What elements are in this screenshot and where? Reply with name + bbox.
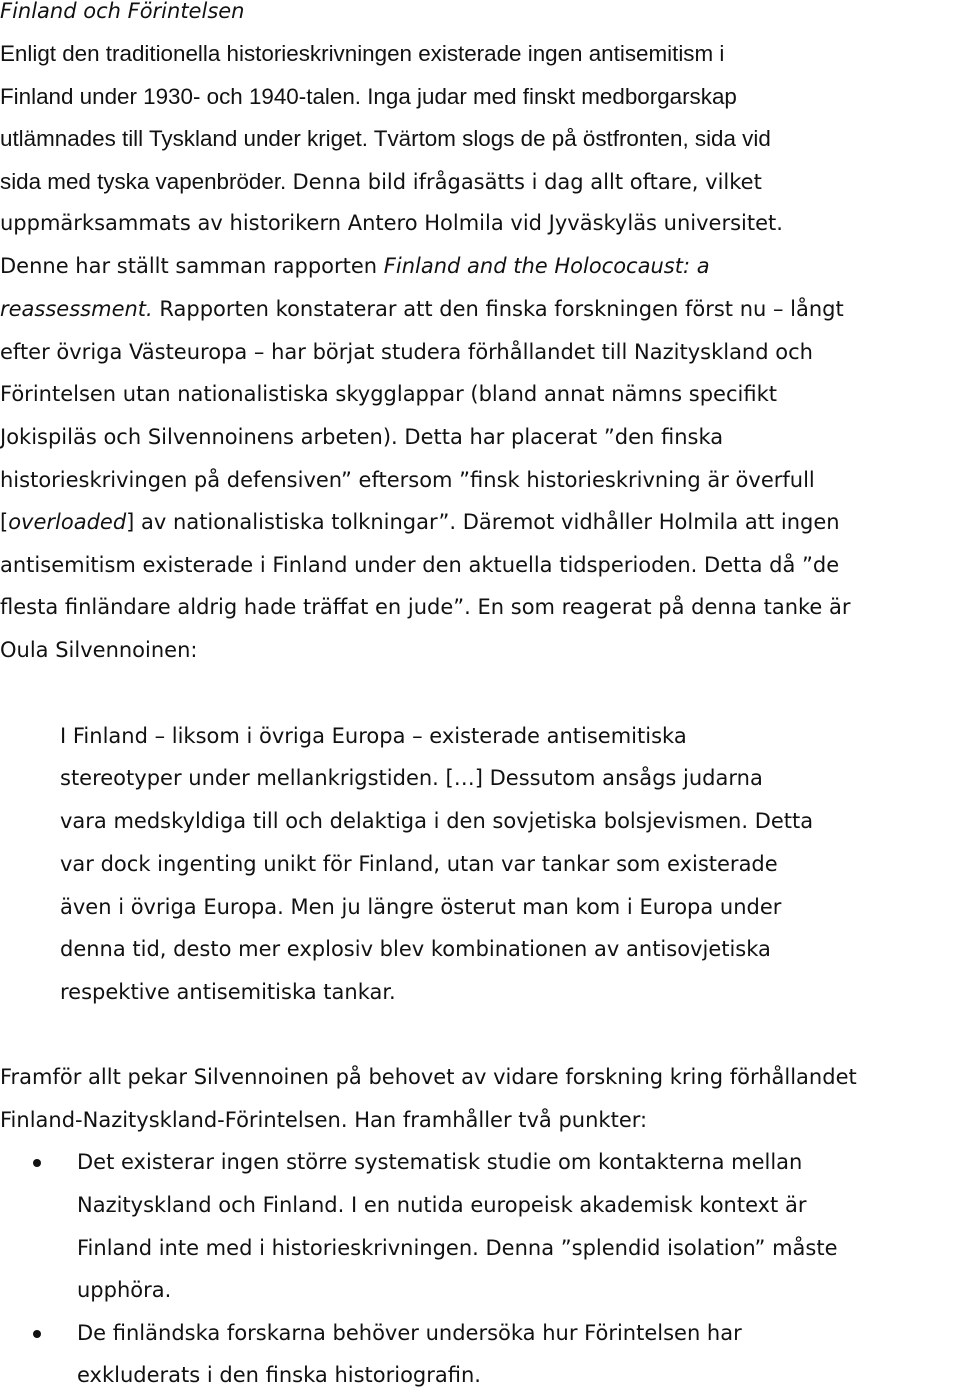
paragraph-line-part: Rapporten konstaterar att den finska forskningen först nu – långt [152, 297, 844, 321]
paragraph-line [0, 160, 762, 203]
bullet-line: Nazityskland och Finland. I en nutida europeisk akademisk kontext är [77, 1193, 807, 1217]
bullet-line: upphöra. [77, 1278, 172, 1302]
paragraph-line-part: sida med tyska vapenbröder. [0, 169, 293, 194]
paragraph-line: Enligt den traditionella historieskrivningen existerade ingen antisemitism i [0, 41, 725, 66]
document-title: Finland och Förintelsen [0, 0, 245, 23]
paragraph-line: utlämnades till Tyskland under kriget. Tvärtom slogs de på östfronten, sida vid [0, 126, 771, 151]
paragraph-line-part: [ [0, 510, 9, 534]
paragraph-line: historieskrivingen på defensiven” eftersom ”finsk historieskrivning är överfull [0, 468, 815, 492]
paragraph-line: Oula Silvennoinen: [0, 638, 198, 662]
paragraph-line: Jokispiläs och Silvennoinens arbeten). Detta har placerat ”den finska [0, 425, 724, 449]
quote-line: stereotyper under mellankrigstiden. […] Dessutom ansågs judarna [60, 766, 763, 790]
paragraph-line: Finland under 1930- och 1940-talen. Inga judar med finskt medborgarskap [0, 84, 737, 109]
bullet-icon [33, 1159, 41, 1167]
bullet-icon [33, 1330, 41, 1338]
quote-line: var dock ingenting unikt för Finland, utan var tankar som existerade [60, 852, 778, 876]
paragraph-line: Framför allt pekar Silvennoinen på behovet av vidare forskning kring förhållandet [0, 1065, 857, 1089]
bullet-line: Finland inte med i historieskrivningen. Denna ”splendid isolation” måste [77, 1236, 838, 1260]
paragraph-line-part: Denne har ställt samman rapporten [0, 254, 384, 278]
overloaded-term: overloaded [8, 510, 127, 534]
paragraph-line [0, 288, 844, 331]
paragraph-line: antisemitism existerade i Finland under den aktuella tidsperioden. Detta då ”de [0, 553, 840, 577]
quote-line: även i övriga Europa. Men ju längre österut man kom i Europa under [60, 895, 782, 919]
paragraph-line [0, 501, 840, 544]
bullet-line: De finländska forskarna behöver undersöka hur Förintelsen har [77, 1321, 742, 1345]
paragraph-line: flesta finländare aldrig hade träffat en jude”. En som reagerat på denna tanke är [0, 595, 851, 619]
bullet-line: exkluderats i den finska historiografin. [77, 1363, 481, 1387]
paragraph-line: Förintelsen utan nationalistiska skygglappar (bland annat nämns specifikt [0, 382, 777, 406]
report-title-cont: reassessment. [0, 297, 153, 321]
quote-line: vara medskyldiga till och delaktiga i den sovjetiska bolsjevismen. Detta [60, 809, 814, 833]
paragraph-line [0, 245, 710, 288]
report-title: Finland and the Holococaust: a [383, 254, 710, 278]
paragraph-line: uppmärksammats av historikern Antero Holmila vid Jyväskyläs universitet. [0, 211, 783, 235]
bullet-line: Det existerar ingen större systematisk studie om kontakterna mellan [77, 1150, 803, 1174]
paragraph-line-part: ] av nationalistiska tolkningar”. Däremot vidhåller Holmila att ingen [126, 510, 840, 534]
paragraph-line-part: Denna bild ifrågasätts i dag allt oftare, vilket [292, 170, 762, 194]
quote-line: respektive antisemitiska tankar. [60, 980, 396, 1004]
quote-line: denna tid, desto mer explosiv blev kombinationen av antisovjetiska [60, 937, 771, 961]
quote-line: I Finland – liksom i övriga Europa – existerade antisemitiska [60, 724, 687, 748]
paragraph-line: Finland-Nazityskland-Förintelsen. Han framhåller två punkter: [0, 1108, 648, 1132]
paragraph-line: efter övriga Västeuropa – har börjat studera förhållandet till Nazityskland och [0, 340, 813, 364]
